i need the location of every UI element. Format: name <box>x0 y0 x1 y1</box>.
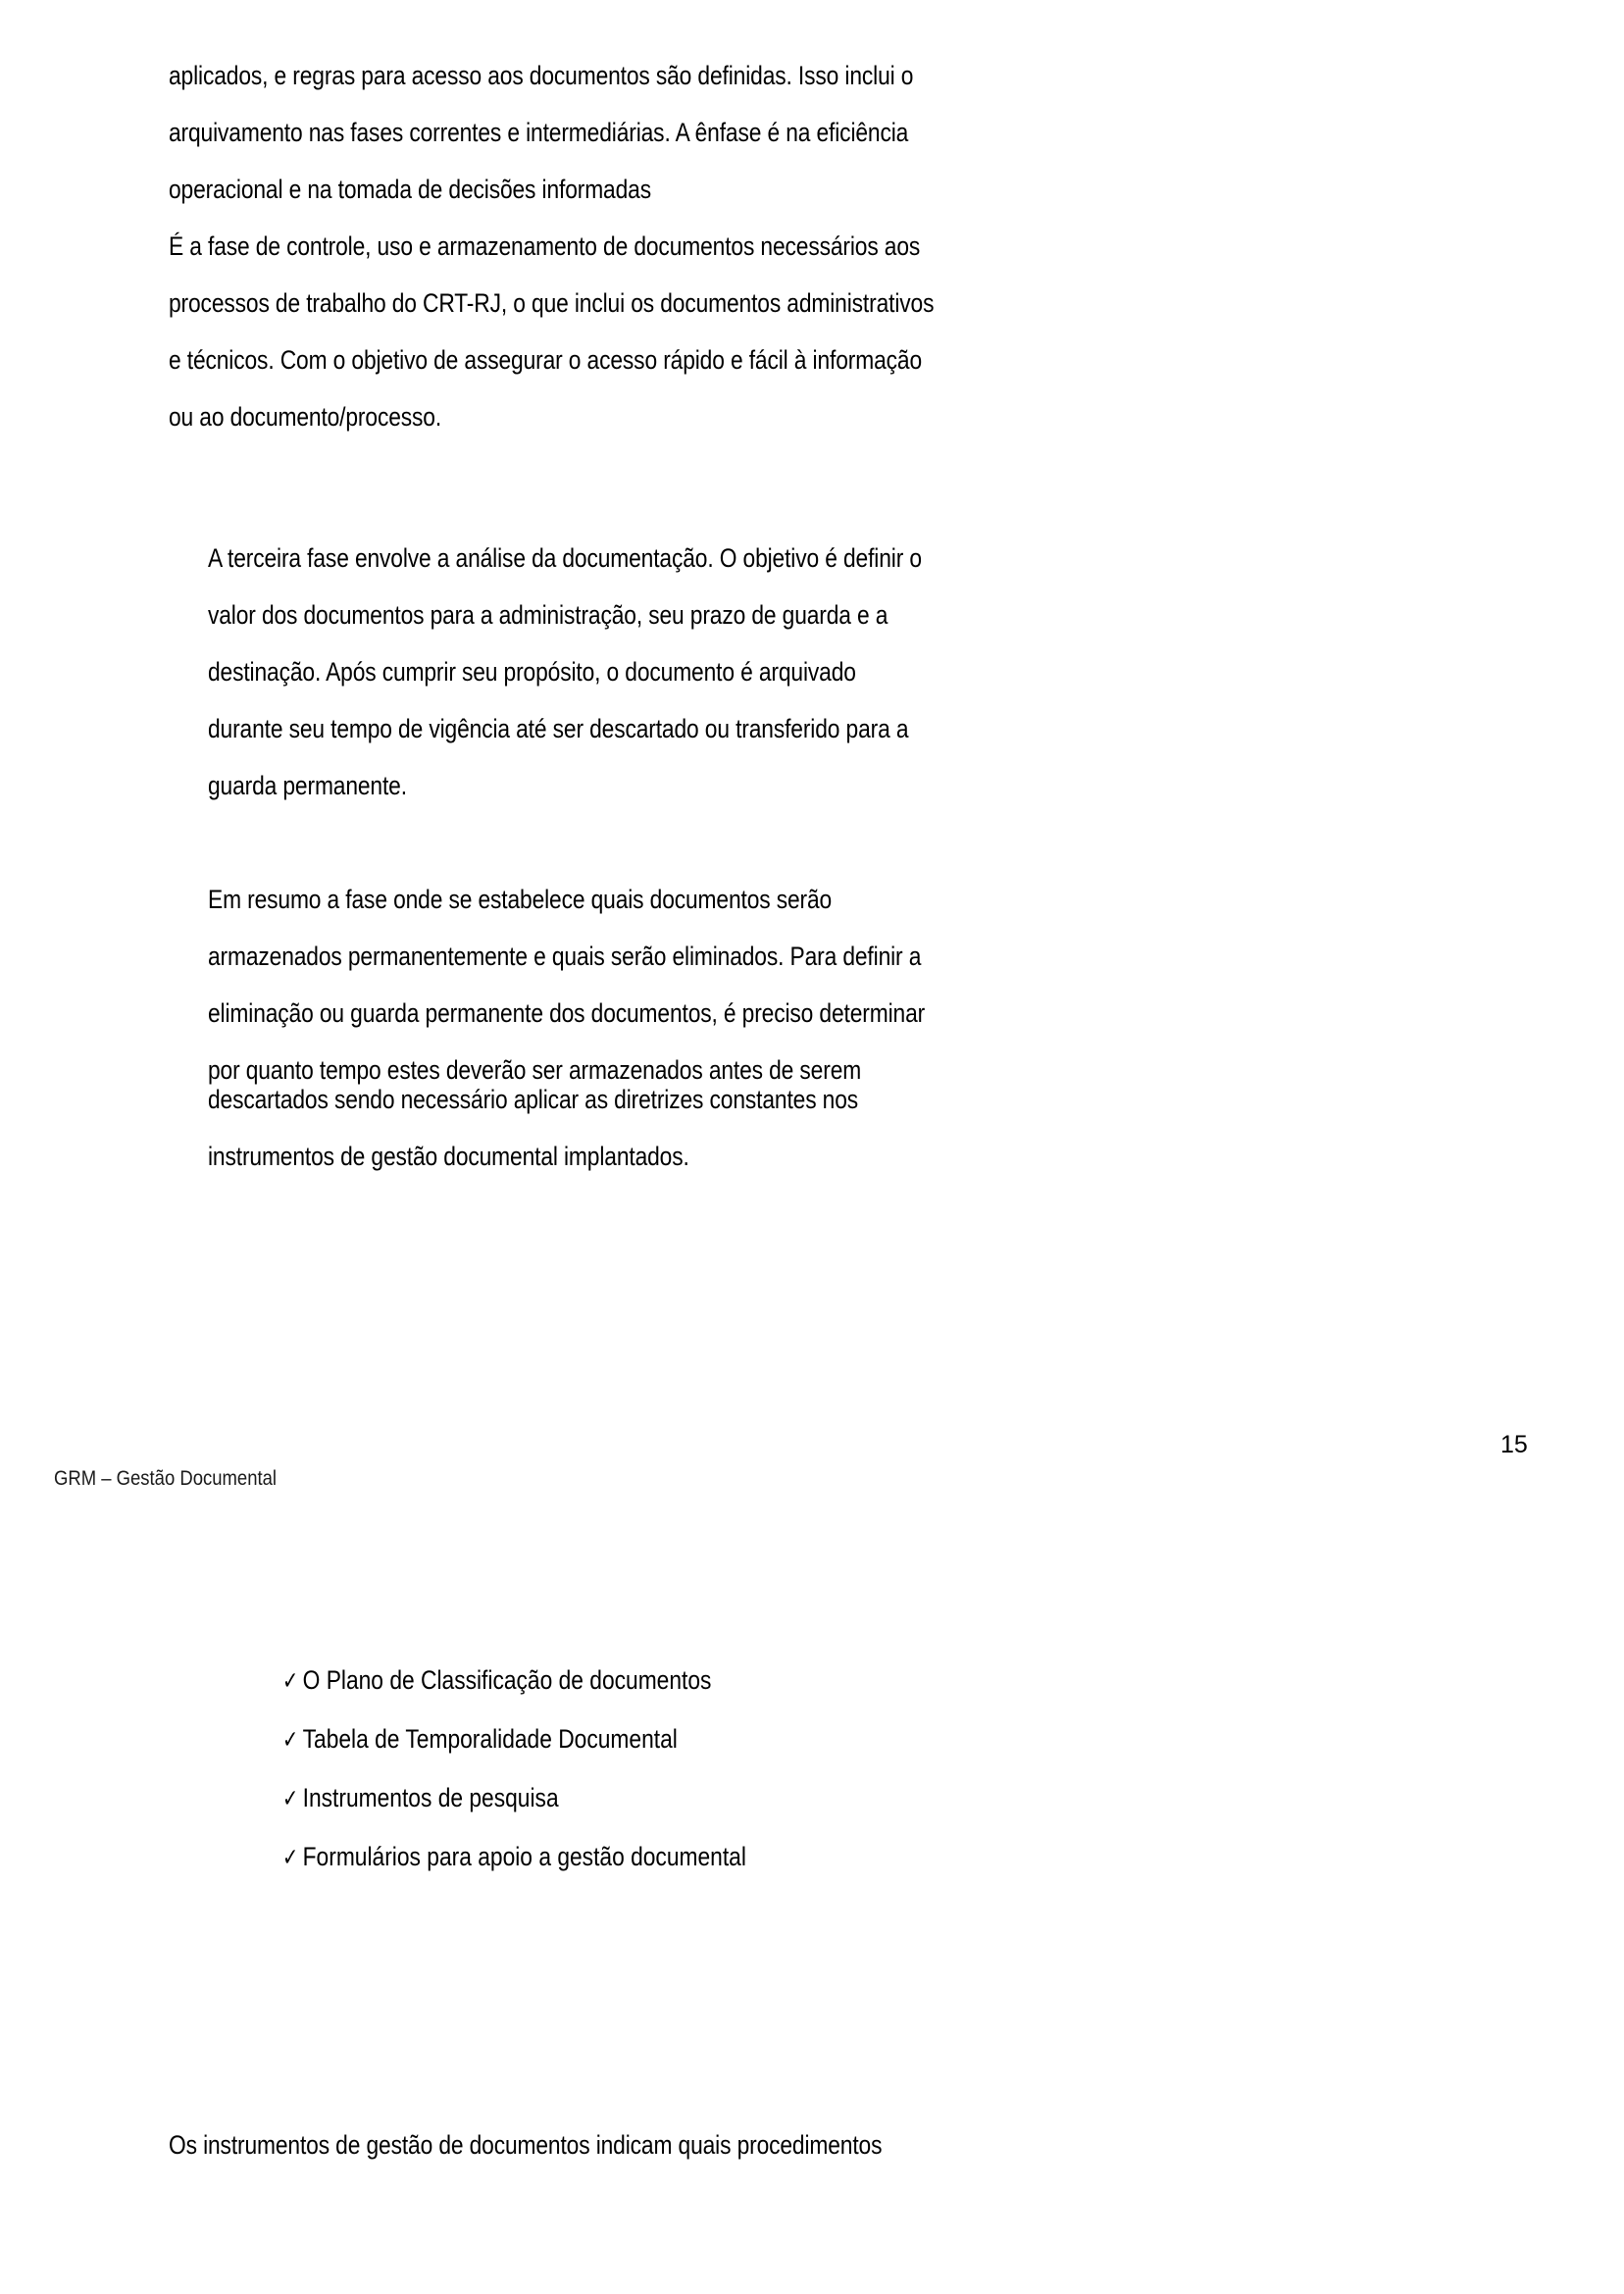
paragraph-line: processos de trabalho do CRT-RJ, o que inclui os documentos administrativos <box>169 288 935 318</box>
paragraph-line: ou ao documento/processo. <box>169 402 442 432</box>
check-icon: ✓ <box>282 1844 299 1871</box>
paragraph-line: operacional e na tomada de decisões informadas <box>169 175 651 204</box>
paragraph-line: armazenados permanentemente e quais serão eliminados. Para definir a <box>208 942 922 971</box>
list-item <box>282 1657 746 1704</box>
paragraph-line: valor dos documentos para a administração, seu prazo de guarda e a <box>208 600 888 630</box>
list-item <box>282 1716 746 1762</box>
list-item-label: Instrumentos de pesquisa <box>302 1783 559 1812</box>
paragraph-terceira-fase <box>208 530 1400 814</box>
paragraph-line: Em resumo a fase onde se estabelece quais documentos serão <box>208 885 833 914</box>
paragraph-fase-corrente-tail <box>169 47 1400 218</box>
paragraph-line: instrumentos de gestão documental implantados. <box>208 1142 689 1171</box>
paragraph-line: aplicados, e regras para acesso aos documentos são definidas. Isso inclui o <box>169 61 914 90</box>
paragraph-line: destinação. Após cumprir seu propósito, o documento é arquivado <box>208 657 856 687</box>
paragraph-line: A terceira fase envolve a análise da documentação. O objetivo é definir o <box>208 543 922 573</box>
paragraph-line: eliminação ou guarda permanente dos documentos, é preciso determinar <box>208 998 926 1028</box>
checklist <box>282 1657 746 1893</box>
paragraph-line: durante seu tempo de vigência até ser descartado ou transferido para a <box>208 714 909 743</box>
list-item <box>282 1775 746 1821</box>
list-item-label: O Plano de Classificação de documentos <box>302 1665 712 1695</box>
paragraph-fase-controle <box>169 218 1400 445</box>
list-item <box>282 1834 746 1880</box>
paragraph-line: Os instrumentos de gestão de documentos indicam quais procedimentos <box>169 2130 883 2160</box>
paragraph-line: e técnicos. Com o objetivo de assegurar o acesso rápido e fácil à informação <box>169 345 923 375</box>
paragraph-instrumentos <box>169 2116 1400 2173</box>
check-icon: ✓ <box>282 1726 299 1754</box>
paragraph-em-resumo <box>208 871 1400 1098</box>
list-item-label: Tabela de Temporalidade Documental <box>302 1724 678 1754</box>
paragraph-descartados <box>208 1071 1400 1185</box>
check-icon: ✓ <box>282 1785 299 1812</box>
paragraph-line: descartados sendo necessário aplicar as diretrizes constantes nos <box>208 1085 859 1114</box>
list-item-label: Formulários para apoio a gestão documental <box>302 1842 746 1871</box>
paragraph-line: É a fase de controle, uso e armazenamento de documentos necessários aos <box>169 231 921 261</box>
paragraph-line: por quanto tempo estes deverão ser armazenados antes de serem <box>208 1055 862 1085</box>
check-icon: ✓ <box>282 1667 299 1695</box>
paragraph-line: guarda permanente. <box>208 771 407 800</box>
paragraph-line: arquivamento nas fases correntes e intermediárias. A ênfase é na eficiência <box>169 118 909 147</box>
running-document-label: GRM – Gestão Documental <box>54 1467 277 1490</box>
page-number: 15 <box>1500 1431 1528 1458</box>
